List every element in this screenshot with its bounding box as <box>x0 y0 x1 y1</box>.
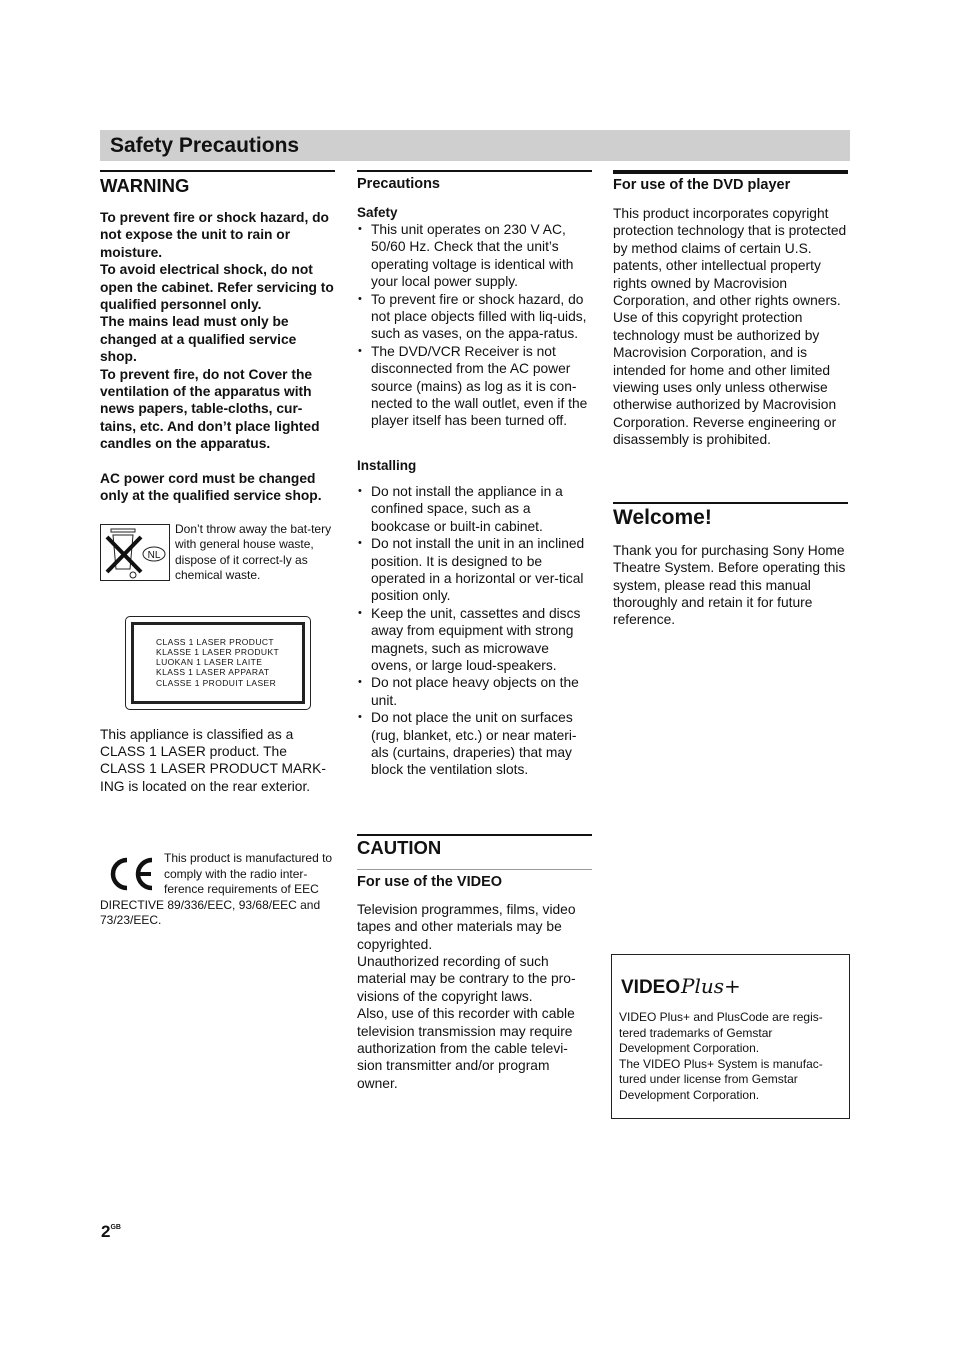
list-item: • Do not place heavy objects on the unit. <box>357 674 592 709</box>
list-item: • Do not install the appliance in a confined space, such as a bookcase or built-in cabinet. <box>357 483 592 535</box>
dvd-rule <box>613 170 848 174</box>
laser-caption: This appliance is classified as a CLASS 1 LASER product. The CLASS 1 LASER PRODUCT MARK-ING is located on the rear exterior. <box>100 726 326 794</box>
page-number <box>101 1222 121 1242</box>
laser-line: CLASSE 1 PRODUIT LASER <box>156 677 277 688</box>
warning-para-3: The mains lead must only be changed at a qualified service shop. <box>100 314 297 365</box>
videoplus-box <box>611 954 850 1119</box>
battery-text: Don’t throw away the bat-tery with general house waste, dispose of it correct-ly as chemical waste. <box>175 521 332 582</box>
ce-notice <box>100 851 335 929</box>
precautions-heading: Precautions <box>357 176 440 192</box>
caution-para-1: Television programmes, films, video tapes and other materials may be copyrighted. <box>357 901 576 952</box>
video-subheading: For use of the VIDEO <box>357 873 503 890</box>
column-warning <box>100 170 335 929</box>
warning-heading: WARNING <box>100 175 190 196</box>
caution-divider <box>357 869 592 870</box>
list-item: • Do not install the unit in an inclined position. It is designed to be operated in a horizontal or ver-tical position only. <box>357 535 592 605</box>
dvd-text: This product incorporates copyright protection technology that is protected by method claims of certain U.S. patents, other intellectual property rights owned by Macrovision Corporation, and other rights owners. Use of this copyright protection technology must be authorized by Macrovision Corporation, and is intended for home and other limited viewing uses only unless otherwise otherwise authorized by Macrovision Corporation. Reverse engineering or disassembly is prohibited. <box>613 206 847 448</box>
welcome-heading: Welcome! <box>613 505 712 529</box>
videoplus-para-1: VIDEO Plus+ and PlusCode are regis-tered trademarks of Gemstar Development Corporation. <box>619 1010 823 1055</box>
laser-line: LUOKAN 1 LASER LAITE <box>156 657 263 668</box>
safety-list <box>357 221 592 430</box>
page-title: Safety Precautions <box>110 134 300 157</box>
ce-text: This product is manufactured to comply with the radio inter-ference requirements of EEC DIRECTIVE 89/336/EEC, 93/68/EEC and 73/23/EEC. <box>100 851 333 928</box>
videoplus-logo <box>619 971 749 1001</box>
warning-rule <box>100 170 335 172</box>
dvd-heading: For use of the DVD player <box>613 177 791 193</box>
caution-rule <box>357 834 592 836</box>
warning-para-5: AC power cord must be changed only at the qualified service shop. <box>100 470 322 504</box>
warning-para-1: To prevent fire or shock hazard, do not expose the unit to rain or moisture. <box>100 210 329 260</box>
videoplus-para-2: The VIDEO Plus+ System is manufac-tured under license from Gemstar Development Corporation. <box>619 1056 823 1102</box>
crossed-bin-icon <box>100 524 170 581</box>
precautions-rule <box>357 170 592 172</box>
warning-para-4: To prevent fire, do not Cover the ventilation of the apparatus with news papers, table-cloths, cur-tains, etc. And don’t place lighted candles on the apparatus. <box>100 366 320 452</box>
laser-line: KLASS 1 LASER APPARAT <box>156 667 270 678</box>
list-item: • Do not place the unit on surfaces (rug, blanket, etc.) or near materi-als (curtains, draperies) that may block the ventilation slots. <box>357 709 592 779</box>
installing-heading: Installing <box>357 457 417 473</box>
laser-line: CLASS 1 LASER PRODUCT <box>156 636 274 647</box>
caution-para-2: Unauthorized recording of such material may be contrary to the pro-visions of the copyright laws. <box>357 954 576 1004</box>
list-item: • Keep the unit, cassettes and discs away from equipment with strong magnets, such as microwave ovens, or large loud-speakers. <box>357 605 592 675</box>
caution-para-3: Also, use of this recorder with cable television transmission may require authorization from the cable televi-sion transmitter and/or program owner. <box>357 1006 575 1091</box>
caution-heading: CAUTION <box>357 836 442 858</box>
logo-video-text: VIDEO <box>621 977 681 998</box>
laser-line: KLASSE 1 LASER PRODUKT <box>156 646 280 657</box>
warning-text <box>100 209 335 505</box>
column-dvd <box>613 170 848 629</box>
ce-mark-icon <box>106 855 156 893</box>
battery-notice <box>100 521 335 586</box>
title-banner <box>100 130 850 161</box>
nl-badge: NL <box>147 549 161 561</box>
list-item: • The DVD/VCR Receiver is not disconnected from the AC power source (mains) as log as it is con-nected to the wall outlet, even if the player itself has been turned off. <box>357 343 592 430</box>
list-item: • To prevent fire or shock hazard, do not place objects filled with liq-uids, such as vases, on the appa-ratus. <box>357 291 592 343</box>
column-precautions <box>357 170 592 1092</box>
safety-heading: Safety <box>357 205 398 220</box>
laser-label-inner <box>131 622 305 704</box>
warning-para-2: To avoid electrical shock, do not open the cabinet. Refer servicing to qualified personnel only. <box>100 262 334 313</box>
logo-plus-text: Plus+ <box>681 974 741 998</box>
welcome-text: Thank you for purchasing Sony Home Theatre System. Before operating this system, please read this manual thoroughly and retain it for future reference. <box>613 542 846 628</box>
list-item: • This unit operates on 230 V AC, 50/60 Hz. Check that the unit’s operating voltage is identical with your local power supply. <box>357 221 592 291</box>
page-number-suffix: GB <box>110 1224 121 1231</box>
welcome-rule <box>613 502 848 504</box>
page-number-value: 2 <box>101 1222 111 1241</box>
laser-label <box>125 616 311 710</box>
installing-list <box>357 483 592 779</box>
